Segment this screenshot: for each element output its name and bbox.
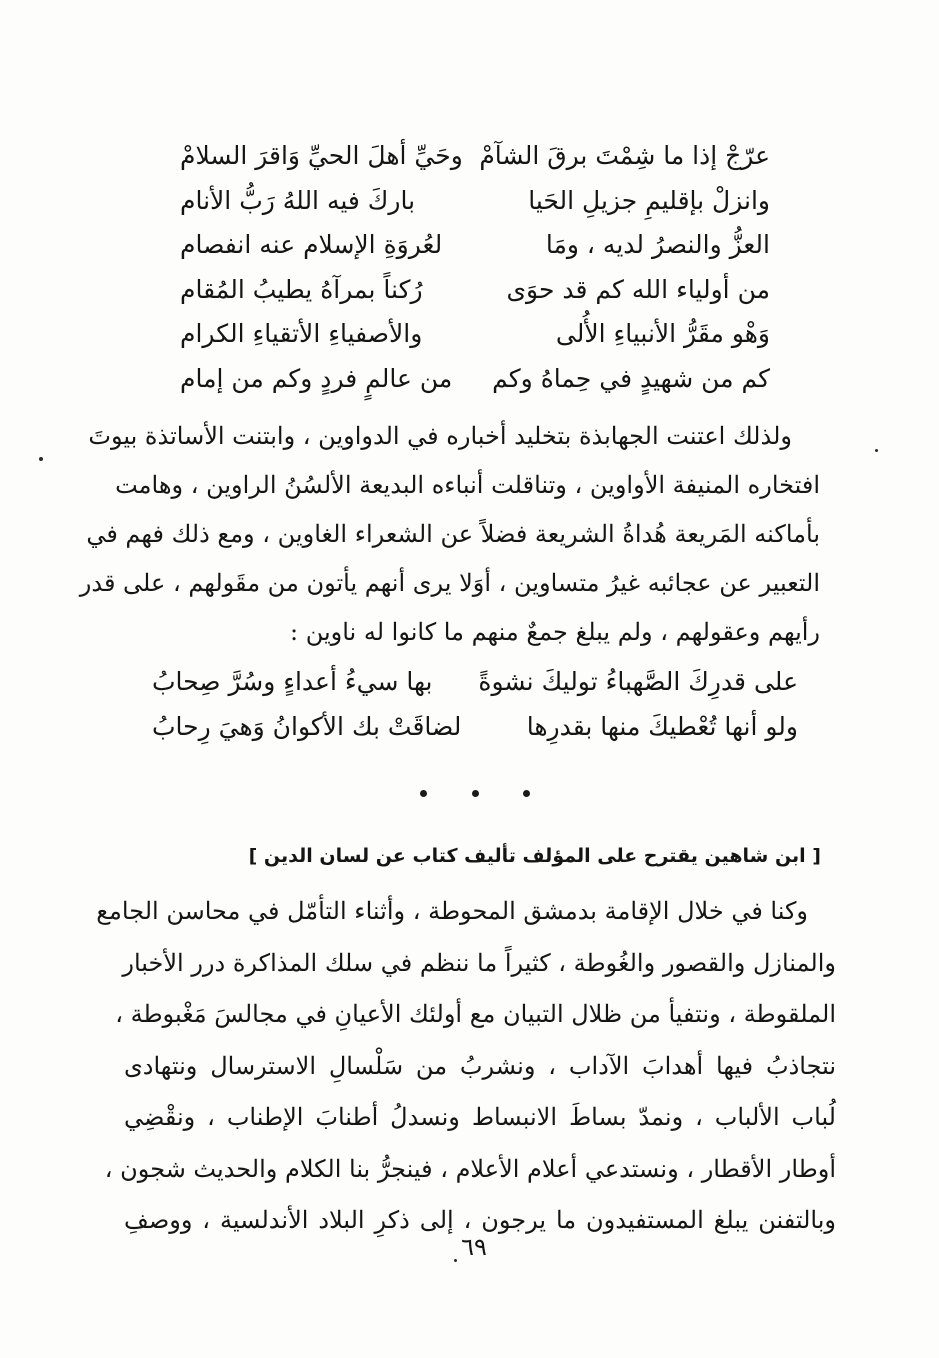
prose-line: لُباب الألباب ، ونمدّ بساطَ الانبساط ونسدلُ أطنابَ الإطناب ، ونقْضِي xyxy=(124,1103,836,1131)
poem-line xyxy=(180,179,770,224)
poem-hemistich-right: كم من شهيدٍ في حِماهُ وكم xyxy=(492,363,770,393)
poem-line xyxy=(152,705,798,750)
poem-hemistich-right: على قدرِكَ الصَّهباءُ توليكَ نشوةً xyxy=(478,667,798,696)
poem-line xyxy=(180,357,770,402)
prose-line: وكنا في خلال الإقامة بدمشق المحوطة ، وأثناء التأمّل في محاسن الجامع xyxy=(96,897,808,925)
poem-hemistich-left: لعُروَةِ الإسلام عنه انفصام xyxy=(180,230,443,259)
divider-dot xyxy=(523,790,530,797)
poem-hemistich-left: رُكناً بمرآهُ يطيبُ المُقام xyxy=(180,274,423,304)
prose-paragraph-2 xyxy=(96,886,836,1247)
poem-block-1 xyxy=(180,134,770,401)
divider-dot xyxy=(472,790,479,797)
prose-line: افتخاره المنيفة الأواوين ، وتناقلت أنباءه البديعة الألسُنُ الراوين ، وهامت xyxy=(115,471,820,499)
section-heading: [ ابن شاهين يقترح على المؤلف تأليف كتاب عن لسان الدين ] xyxy=(248,845,821,867)
prose-line: الملقوطة ، ونتفيأ من ظلال التبيان مع أولئك الأعيانِ في مجالسَ مَغْبوطة ، xyxy=(115,1000,836,1028)
prose-line: رأيهم وعقولهم ، ولم يبلغ جمعٌ منهم ما كانوا له ناوين : xyxy=(289,618,820,646)
poem-hemistich-right: ولو أنها تُعْطيكَ منها بقدرِها xyxy=(526,711,798,741)
poem-line xyxy=(180,312,770,357)
poem-hemistich-left: لضاقَتْ بك الأكوانُ وَهيَ رِحابُ xyxy=(152,711,462,741)
page-number: ٦٩ xyxy=(461,1233,487,1261)
poem-hemistich-left: بها سيءُ أعداءٍ وسُرَّ صِحابُ xyxy=(152,667,433,696)
poem-block-2 xyxy=(152,660,798,749)
poem-hemistich-right: وانزلْ بإقليمِ جزيلِ الحَيا xyxy=(528,185,770,215)
prose-line: أوطار الأقطار ، ونستدعي أعلام الأعلام ، فينجرُّ بنا الكلام والحديث شجون ، xyxy=(104,1154,836,1183)
prose-line: والمنازل والقصور والغُوطة ، كثيراً ما ننظم في سلك المذاكرة درر الأخبار xyxy=(122,948,836,977)
prose-line: وبالتفنن يبلغ المستفيدون ما يرجون ، إلى ذكرِ البلاد الأندلسية ، ووصفِ xyxy=(124,1206,836,1234)
poem-hemistich-left: والأصفياءِ الأتقياءِ الكرام xyxy=(180,319,423,348)
poem-hemistich-left: وحَيِّ أهلَ الحيِّ وَاقرَ السلامْ xyxy=(180,141,463,170)
poem-line xyxy=(152,660,798,705)
prose-line: بأماكنه المَريعة هُداةُ الشريعة فضلاً عن الشعراء الغاوين ، ومع ذلك فهم في xyxy=(86,520,820,548)
poem-hemistich-right: عرّجْ إذا ما شِمْتَ برقَ الشآمْ xyxy=(479,141,770,170)
section-divider xyxy=(420,778,530,808)
divider-dot xyxy=(420,790,427,797)
poem-line xyxy=(180,268,770,313)
poem-hemistich-left: من عالمٍ فردٍ وكم من إمام xyxy=(180,363,453,393)
prose-paragraph-1 xyxy=(79,412,820,657)
scan-speck xyxy=(875,449,878,452)
poem-hemistich-right: العزُّ والنصرُ لديه ، ومَا xyxy=(545,230,770,259)
poem-line xyxy=(180,223,770,268)
prose-line: نتجاذبُ فيها أهدابَ الآداب ، ونشربُ من سَلْسالِ الاسترسال ونتهادى xyxy=(124,1051,836,1080)
poem-hemistich-right: وَهْو مقَرُّ الأنبياءِ الأُلى xyxy=(555,319,770,348)
prose-line: التعبير عن عجائبه غيرُ متساوين ، أوَلا يرى أنهم يأتون من مقَولهم ، على قدر xyxy=(79,569,820,597)
prose-line: ولذلك اعتنت الجهابذة بتخليد أخباره في الدواوين ، وابتنت الأساتذة بيوتَ xyxy=(88,422,792,450)
poem-line xyxy=(180,134,770,179)
poem-hemistich-right: من أولياء الله كم قد حوَى xyxy=(506,274,770,304)
poem-hemistich-left: باركَ فيه اللهُ رَبُّ الأنام xyxy=(180,185,416,215)
scan-speck xyxy=(39,457,43,461)
